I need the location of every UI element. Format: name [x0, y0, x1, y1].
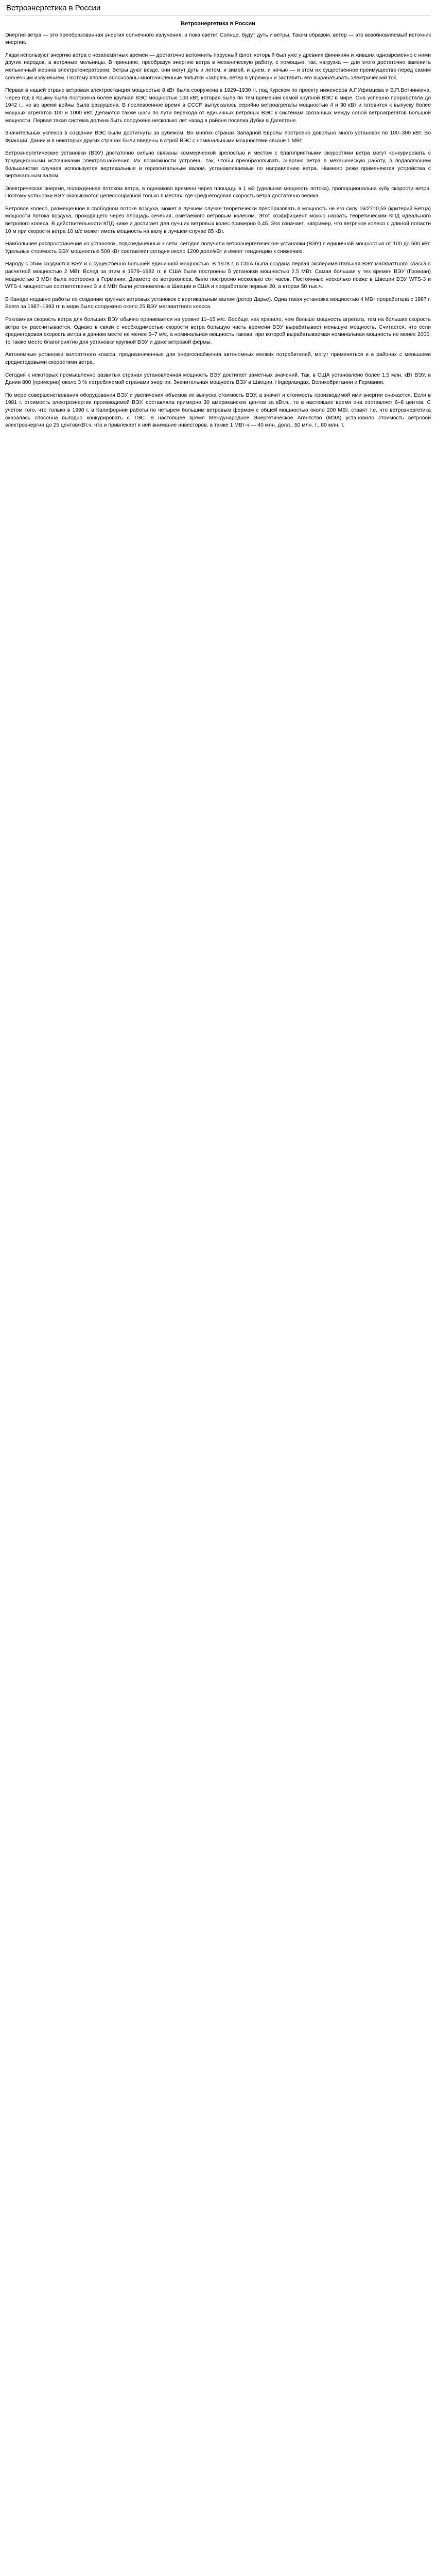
- article: [5, 20, 431, 430]
- paragraph: Рекламная скорость ветра для больших ВЭУ обычно принимается на уровне 11–15 м/с. Вообще, как правило, чем больше мощность агрегата, тем на больших скорость ветра он рассчитывается. Однако в связи с необходимостью скорости ветра большую часть времени ВЭУ вырабатывает меньшую мощность. Считается, что если среднегодовая скорость ветра в данном месте не менее 5–7 м/с, а номинальная мощность такова, при которой вырабатываемая номинальная мощность не менее 2000, то также место благоприятно для установки крупной ВЭУ и даже ветровой фермы.: [5, 317, 431, 345]
- section-heading: Ветроэнергетика в России: [181, 21, 255, 27]
- paragraph: Автономные установки килоаттного класса, предназначенные для энергоснабжения автономных мелких потребителей, могут применяться и в районах с меньшими среднегодовыми скоростями ветра.: [5, 352, 431, 365]
- paragraph: Энергия ветра — это преобразованная энергия солнечного излучения, и пока светит Солнце, будут дуть и ветры. Таким образом, ветер — это возобновляемый источник энергии.: [5, 32, 431, 46]
- paragraph: Ветровое колесо, размещенное в свободном потоке воздуха, может в лучшем случае теоретически преобразовать в мощность не его силу 16/27=0,59 (критерий Бетца) мощности потока воздуха, проходящего через площадь сечения, ометаемого ветровым колесом. Этот коэффициент можно назвать теоретическим КПД идеального ветрового колеса. В действительности КПД ниже и достигает для лучших ветровых колес примерно 0,45. Это означает, например, что ветряное колесо с длиной лопасти 10 м при скорости ветра 10 м/с может иметь мощность на валу в лучшем случае 85 кВт.: [5, 206, 431, 234]
- paragraph: Наибольшее распространение из установок, подсоединенных к сети, сегодня получили ветроэнергетические установки (ВЭУ) с единичной мощностью от 100 до 500 кВт. Удельные стоимость ВЭУ мощностью 500 кВт составляет сегодня около 1200 долл/кВт и имеет тенденцию к снижению.: [5, 241, 431, 255]
- page: [0, 0, 436, 430]
- paragraph: Наряду с этим создаются ВЭУ и с существенно большей единичной мощностью. В 1978 г. в США была создана первая экспериментальная ВЭУ магаваттного класса с расчетной мощностью 2 МВт. Вслед за этим в 1979–1982 гг. в США были построены 5 установки мощностью 2,5 МВт. Самая большая у тех времен ВЭУ (Гровиан) мощностью 3 МВт была построена в Германии. Диаметр ее ветроколеса, было построено несколько сот часов. Постоянные несколько позже в Швеции ВЭУ WTS-3 и WTS-4 мощностью соответственно 3 и 4 МВт были установлены в Швеции и США и проработали первые 20, а вторая 50 тыс.ч.: [5, 261, 431, 290]
- paragraph: По мере совершенствования оборудования ВЭУ и увеличения объемов их выпуска стоимость ВЭУ, а значит и стоимость производимой ими энергии снижается. Если в 1981 г. стоимость электроэнергии производимой ВЭУ, составляла примерно 30 американских центов за кВт.ч., то в настоящее время она составляет 6–8 центов. С учетом того, что только в 1990 г. в Калифорнии работы по четырем большим ветровым фермам с общей мощностью около 200 МВт, ставят т.е. что ветроэнергетика оказалась способна выгодно конкурировать с ТЭС. В настоящее время Международное Энергетическое Агентство (МЭА) установило стоимость ветровой электроэнергии до 25 центов/кВт.ч, что и привлекает к ней внимание инвесторов; а также 1 МВт-ч — 40 млн. долл., 50 млн. т., 80 млн. т.: [5, 392, 431, 429]
- paragraph: Электрическая энергия, порожденная потоком ветра, в одинаково времени через площадь в 1 м2 (удельная мощность потока), пропорциональна кубу скорости ветра. Поэтому установки ВЭУ оказываются целесообразной только в местах, где среднегодовая скорость ветра достаточно велика.: [5, 185, 431, 199]
- paragraph: Ветроэнергетические установки (ВЭУ) достаточно сильно связаны коммерческой зрелостью и местом с благоприятными скоростями ветра могут конкурировать с традиционными источниками электроснабжения. Их возможности устроены так, чтобы преобразовывать энергию ветра в механическую работу, в подавляющем большинстве случаев используется вертикальные и горизонтальным валом, устанавливаемые по направлению ветра. Намного реже применяются устройства с вертикальным валом.: [5, 150, 431, 179]
- paragraph: Первая в нашей стране ветровая электростанция мощностью 8 кВт была сооружена в 1929–1930 гг. под Курском по проекту инженеров А.Г.Уфимцева и В.П.Ветчинкина. Через год в Крыму была построена более крупная ВЭС мощностью 100 кВт, которая была по тем временам самой крупной ВЭС в мире. Она успешно проработала до 1942 г., но во время войны была разрушена. В послевоенное время в СССР выпускалось серийно ветроагрегаты мощностью 4 и 30 кВт и готовится к выпуску более мощных агрегатов 100 и 1000 кВт. Делаются также шаги по пути перехода от единичных ветряных ВЭС к системам связанных между собой ветроагрегатов большой мощности. Первая такая система должна быть сооружена несколько лет назад в районе поселка Дубки в Дагестане.: [5, 88, 431, 124]
- paragraph: Люди используют энергию ветра с незапамятных времен — достаточно вспомнить парусный флот, который был уже у древних финикиян и живших одновременно с ними других народов, а ветряные мельницы. В принципе, преобразуя энергию ветра в механическую работу, с помощью, так, нагрузка — для этого достаточно заменить мельничный жернов электрогенератором. Ветры дуют везде, они могут дуть и летом, и зимой, и днем, и ночью — и этом их существенное преимущество перед самим солнечным излучением. Поэтому вполне обоснованы многочисленные попытки «запрячь ветер в упряжку» и заставить его вырабатывать электрический ток.: [5, 52, 431, 81]
- paragraph: Сегодня к некоторых промышленно развитых странах установленная мощность ВЭУ достигает заметных значений. Так, в США установлено более 1,5 млн. кВт ВЭУ, в Дании 800 (примерно) около 3 % потребляемой странами энергии. Значительная мощность ВЭУ в Швеции, Нидерландах, Великобритании и Германии.: [5, 372, 431, 386]
- window-title: Ветроэнергетика в России: [5, 2, 431, 16]
- paragraph: В Канаде недавно работы по созданию крупных ветровых установок с вертикальным валом (ротор Дарье). Одна такая установка мощностью 4 МВт проработала с 1987 г. Всего за 1987–1993 гг. в мире было сооружено около 25 ВЭУ магаваттного класса.: [5, 296, 431, 310]
- paragraph: Значительных успехов в создании ВЭС были достигнуты за рубежом. Во многих странах Западной Европы построено довольно много установок по 100–300 кВт. Во Франции, Дании и в некоторых других странах были введены в строй ВЭС с номинальными мощностями свыше 1 МВт.: [5, 130, 431, 144]
